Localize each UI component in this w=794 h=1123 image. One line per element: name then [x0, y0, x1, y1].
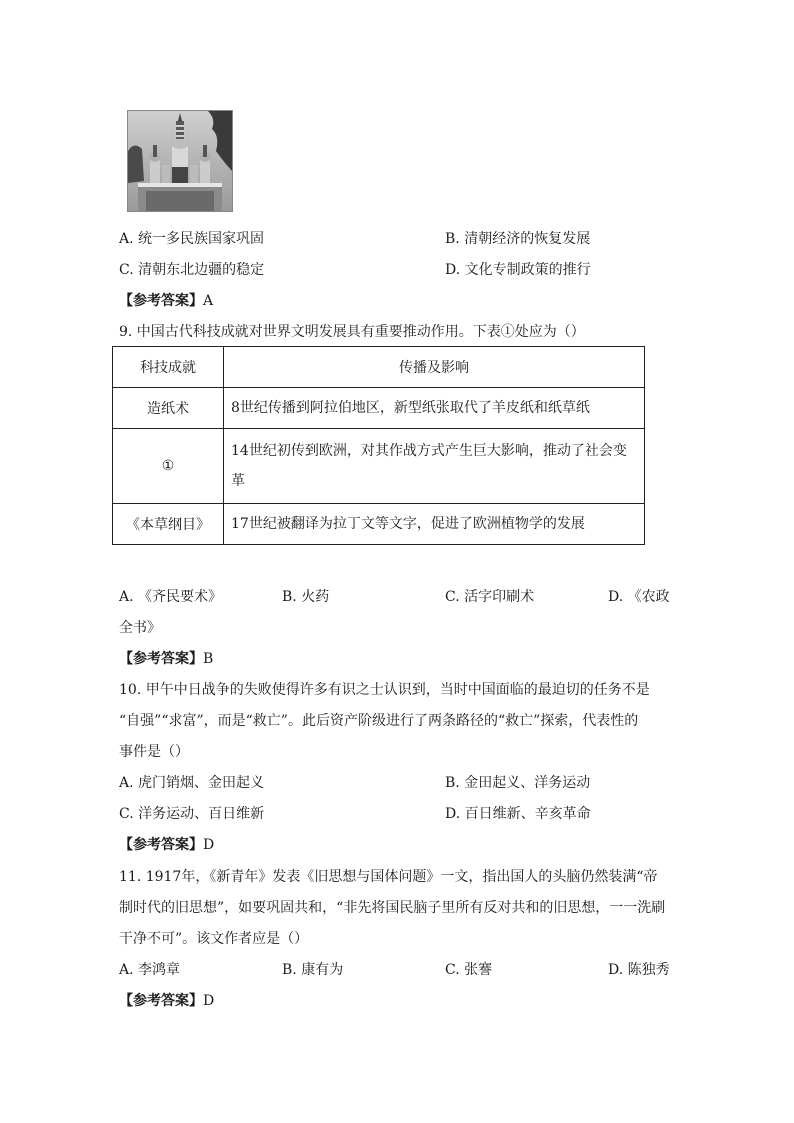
answer-letter: A	[203, 293, 214, 309]
table-cell-effect: 17世纪被翻译为拉丁文等文字，促进了欧洲植物学的发展	[224, 504, 645, 545]
q9-option-a: A. 《齐民要术》	[119, 589, 223, 605]
q10-option-b: B. 金田起义、洋务运动	[445, 775, 591, 791]
answer-letter: D	[203, 993, 215, 1009]
q9-option-d-continued: 全书》	[119, 620, 161, 636]
table-cell-effect: 8世纪传播到阿拉伯地区，新型纸张取代了羊皮纸和纸草纸	[224, 388, 645, 429]
table-header-impact: 传播及影响	[224, 347, 645, 388]
q8-option-a: A. 统一多民族国家巩固	[119, 231, 265, 247]
q9-stem: 9. 中国古代科技成就对世界文明发展具有重要推动作用。下表①处应为（）	[119, 324, 585, 340]
table-row	[113, 429, 645, 504]
table-cell-item: 《本草纲目》	[113, 504, 224, 545]
q11-stem-line2: 制时代的旧思想”，如要巩固共和，“非先将国民脑子里所有反对共和的旧思想，一一洗刷	[119, 900, 666, 916]
q10-stem-line1: 10. 甲午中日战争的失败使得许多有识之士认识到，当时中国面临的最迫切的任务不是	[119, 682, 650, 698]
q9-table	[112, 346, 645, 545]
q8-option-d: D. 文化专制政策的推行	[445, 262, 591, 278]
q10-option-d: D. 百日维新、辛亥革命	[445, 806, 591, 822]
q8-option-c: C. 清朝东北边疆的稳定	[119, 262, 265, 278]
table-cell-item: ①	[113, 429, 224, 504]
answer-label: 【参考答案】	[119, 993, 203, 1009]
q9-answer	[119, 648, 213, 668]
table-header-achievement: 科技成就	[113, 347, 224, 388]
q10-option-a: A. 虎门销烟、金田起义	[119, 775, 265, 791]
q8-answer	[119, 290, 213, 310]
q11-option-b: B. 康有为	[282, 962, 344, 978]
q11-answer	[119, 990, 214, 1010]
q11-option-c: C. 张謇	[445, 962, 493, 978]
answer-label: 【参考答案】	[119, 837, 203, 853]
answer-label: 【参考答案】	[119, 651, 203, 667]
q8-option-b: B. 清朝经济的恢复发展	[445, 231, 591, 247]
answer-label: 【参考答案】	[119, 293, 203, 309]
q10-stem-line2: “自强”“求富”，而是“救亡”。此后资产阶级进行了两条路径的“救亡”探索，代表性的	[119, 713, 639, 729]
table-row	[113, 388, 645, 429]
q9-option-d: D. 《农政	[608, 589, 670, 605]
q9-option-b: B. 火药	[282, 589, 330, 605]
q11-stem-line1: 11. 1917年，《新青年》发表《旧思想与国体问题》一文，指出国人的头脑仍然装满“帝	[119, 869, 658, 885]
q10-stem-line3: 事件是（）	[119, 744, 189, 760]
q10-option-c: C. 洋务运动、百日维新	[119, 806, 265, 822]
q11-option-a: A. 李鸿章	[119, 962, 181, 978]
q9-option-c: C. 活字印刷术	[445, 589, 535, 605]
q11-stem-line3: 干净不可”。该文作者应是（）	[119, 931, 309, 947]
table-row	[113, 504, 645, 545]
table-cell-item: 造纸术	[113, 388, 224, 429]
q11-option-d: D. 陈独秀	[608, 962, 670, 978]
answer-letter: B	[203, 651, 214, 667]
table-cell-effect: 14世纪初传到欧洲，对其作战方式产生巨大影响，推动了社会变革	[224, 429, 645, 504]
answer-letter: D	[203, 837, 215, 853]
pagoda-photo	[127, 110, 233, 212]
q10-answer	[119, 834, 214, 854]
